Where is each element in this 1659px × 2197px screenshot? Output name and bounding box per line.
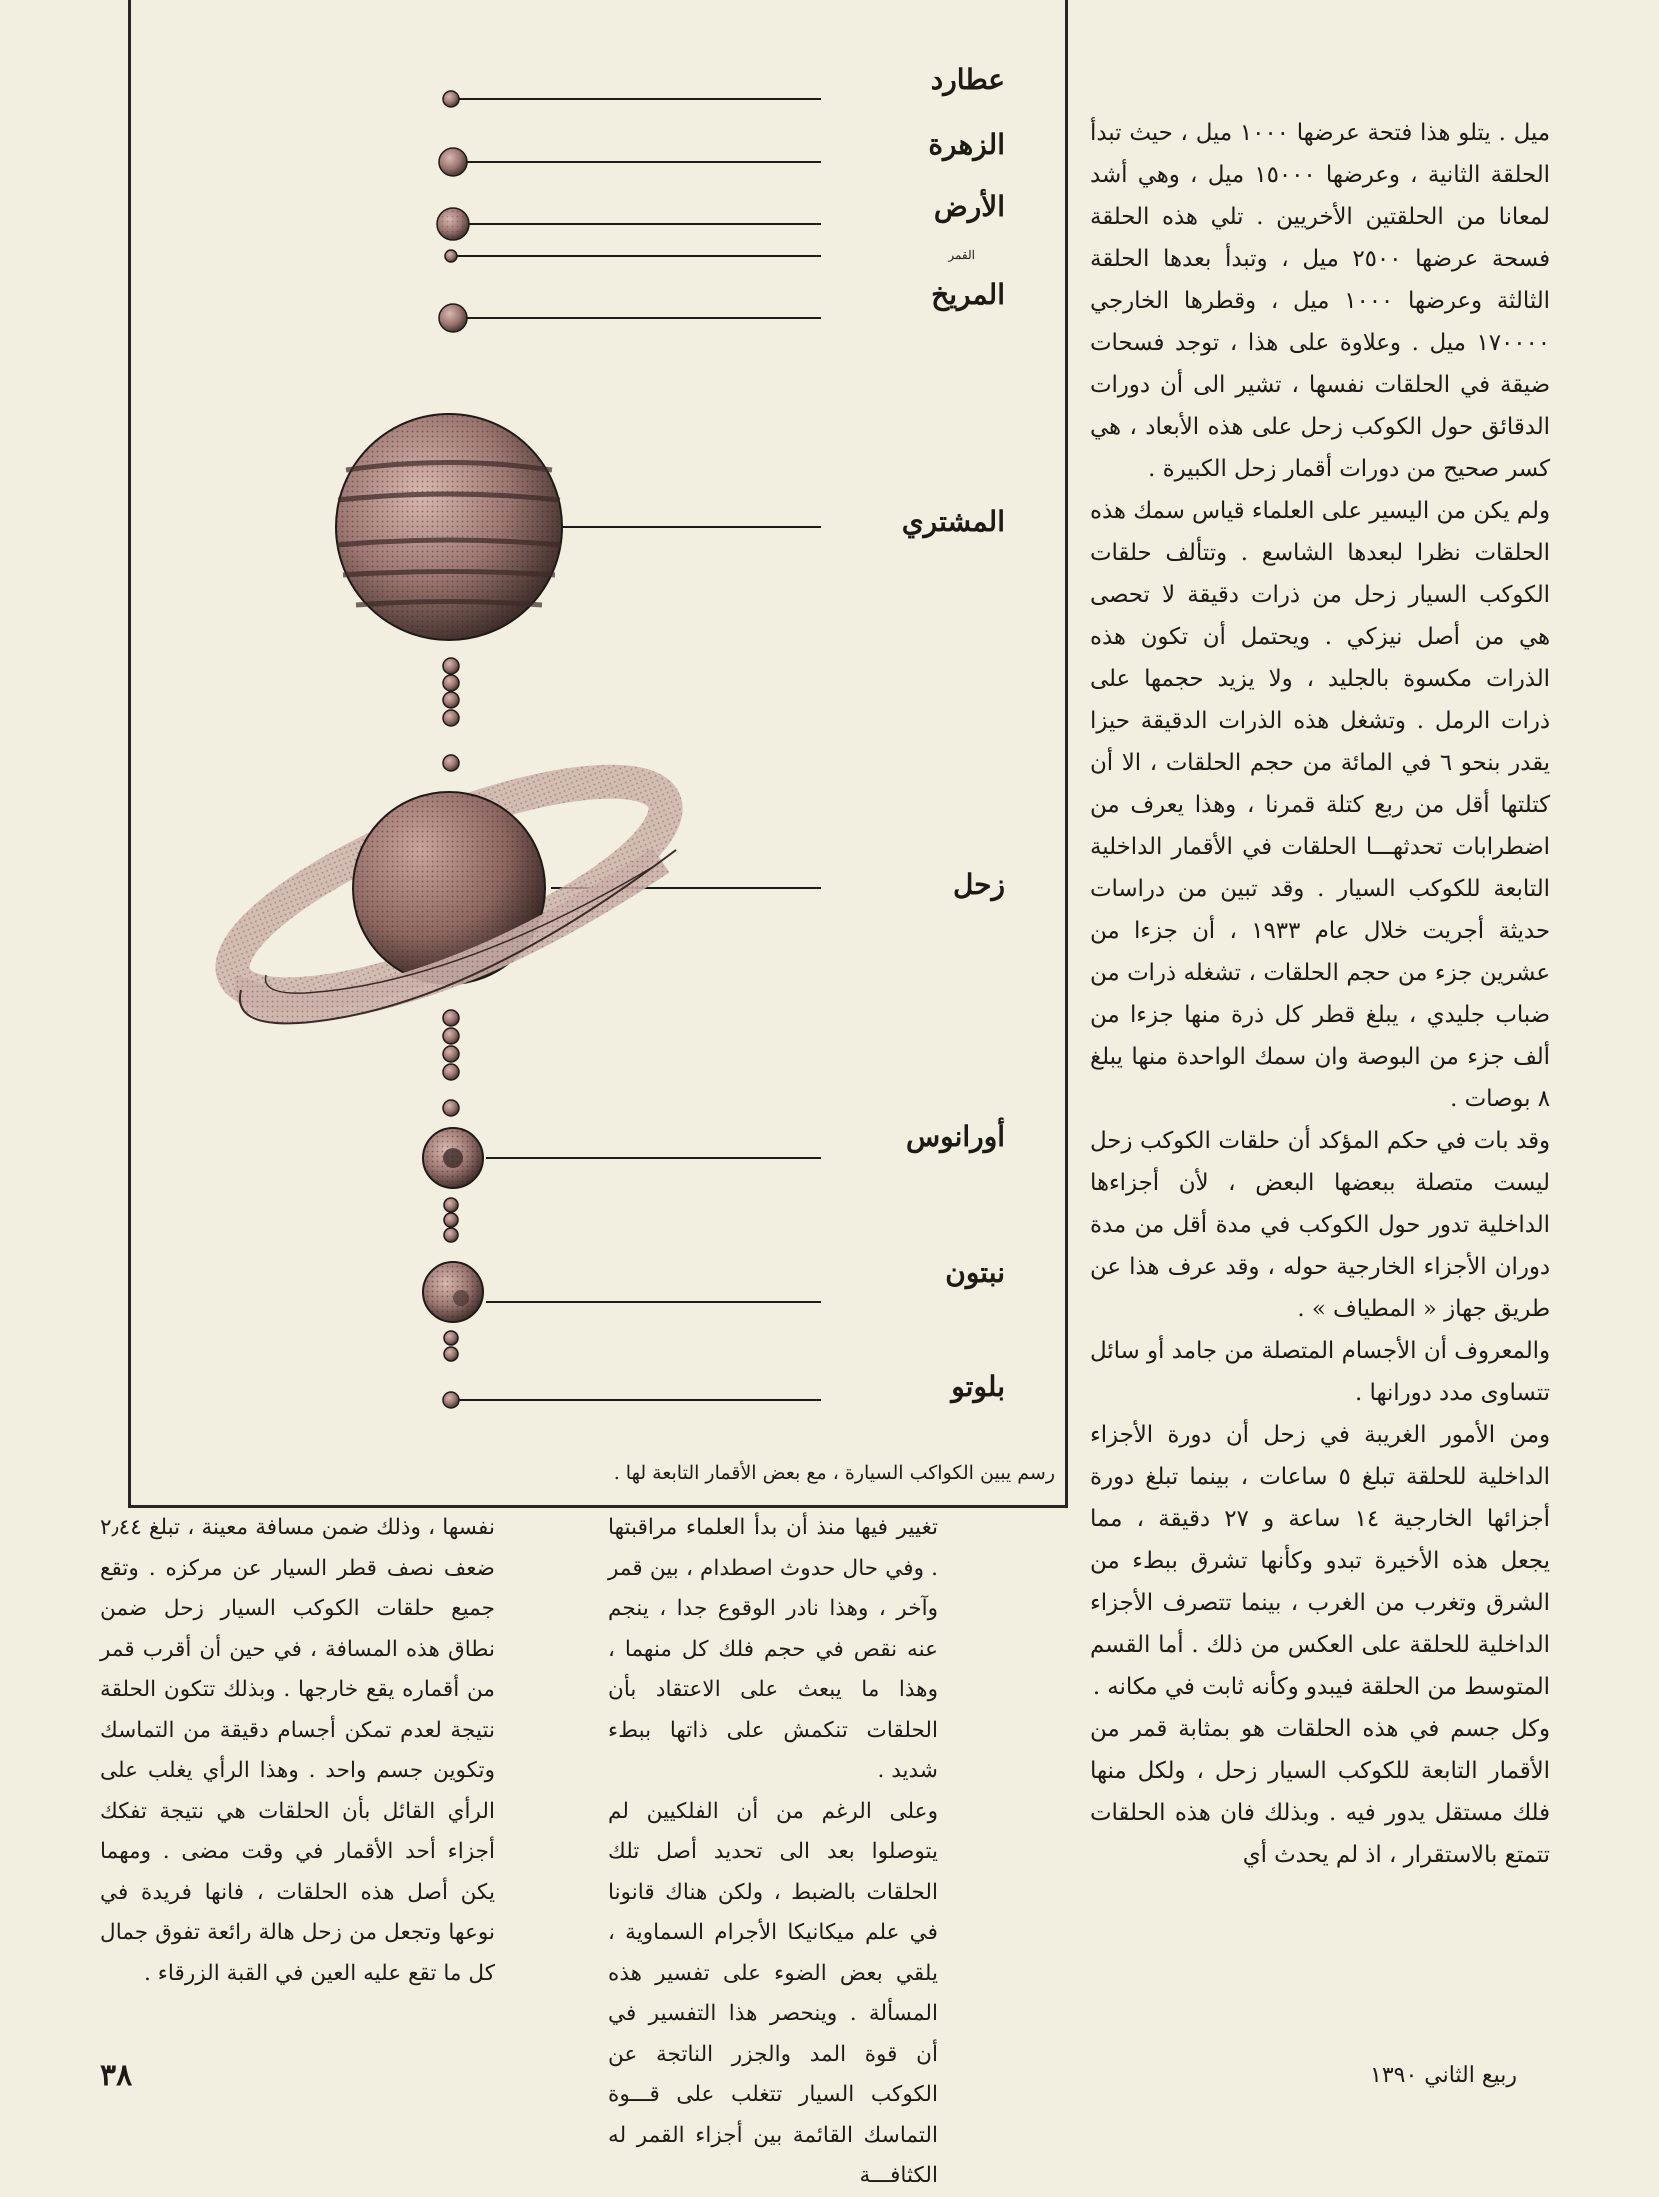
label-pluto: بلوتو bbox=[951, 1370, 1005, 1403]
uranus-planet bbox=[423, 1128, 821, 1188]
venus-planet bbox=[439, 148, 821, 176]
label-mars: المريخ bbox=[931, 278, 1005, 311]
mercury-planet bbox=[443, 91, 821, 107]
right-text-column bbox=[1090, 112, 1550, 1876]
label-venus: الزهرة bbox=[928, 128, 1005, 161]
label-jupiter: المشتري bbox=[901, 505, 1005, 538]
saturn-planet bbox=[209, 740, 821, 1036]
paragraph: نفسها ، وذلك ضمن مسافة معينة ، تبلغ ٢٫٤٤ ضعف نصف قطر السيار عن مركزه . وتقع جميع حلقات الكوكب السيار زحل ضمن نطاق هذه المسافة ، في حين أن أقرب قمر من أقماره يقع خارجها . وبذلك تتكون الحلقة نتيجة لعدم تمكن أجسام دقيقة من التماسك وتكوين جسم واحد . وهذا الرأي يغلب على الرأي القائل بأن الحلقات هي نتيجة تفكك أجزاء أحد الأقمار في وقت مضى . ومهما يكن أصل هذه الحلقات ، فانها فريدة في نوعها وتجعل من زحل هالة رائعة تفوق جمال كل ما تقع عليه العين في القبة الزرقاء . bbox=[100, 1515, 495, 1986]
paragraph: وقد بات في حكم المؤكد أن حلقات الكوكب زحل ليست متصلة ببعضها البعض ، لأن أجزاءها الداخلية تدور حول الكوكب في مدة أقل من مدة دوران الأجزاء الخارجية حوله ، وقد عرف هذا عن طريق جهاز « المطياف » . bbox=[1090, 1128, 1550, 1322]
label-earth: الأرض bbox=[933, 190, 1005, 223]
planet-diagram-figure bbox=[128, 0, 1068, 1508]
label-neptune: نبتون bbox=[945, 1256, 1005, 1289]
middle-text-column bbox=[608, 1508, 938, 2197]
label-uranus: أورانوس bbox=[905, 1120, 1005, 1153]
earth-planet bbox=[437, 208, 821, 240]
paragraph: ومن الأمور الغريبة في زحل أن دورة الأجزاء الداخلية للحلقة تبلغ ٥ ساعات ، بينما تبلغ دورة أجزائها الخارجية ١٤ ساعة و ٢٧ دقيقة ، مما يجعل هذه الأخيرة تبدو وكأنها تشرق ببطء من الشرق وتغرب من الغرب ، بينما تتصرف الأجزاء الداخلية للحلقة على العكس من ذلك . أما القسم المتوسط من الحلقة فيبدو وكأنه ثابت في مكانه . bbox=[1090, 1422, 1550, 1700]
label-moon: القمر bbox=[948, 248, 975, 262]
neptune-moons bbox=[444, 1331, 458, 1361]
issue-date: ربيع الثاني ١٣٩٠ bbox=[1370, 2063, 1517, 2088]
label-mercury: عطارد bbox=[930, 63, 1005, 96]
page-number: ٣٨ bbox=[100, 2058, 133, 2093]
paragraph: وكل جسم في هذه الحلقات هو بمثابة قمر من الأقمار التابعة للكوكب السيار زحل ، ولكل منها فلك مستقل يدور فيه . وبذلك فان هذه الحلقات تتمتع بالاستقرار ، اذ لم يحدث أي bbox=[1090, 1716, 1550, 1868]
pluto-planet bbox=[443, 1392, 821, 1408]
planet-diagram bbox=[131, 0, 1065, 1460]
paragraph: والمعروف أن الأجسام المتصلة من جامد أو سائل تتساوى مدد دورانها . bbox=[1090, 1338, 1550, 1406]
uranus-moons bbox=[444, 1198, 458, 1242]
paragraph: ولم يكن من اليسير على العلماء قياس سمك هذه الحلقات نظرا لبعدها الشاسع . وتتألف حلقات الكوكب السيار زحل من ذرات دقيقة لا تحصى هي من أصل نيزكي . ويحتمل أن تكون هذه الذرات مكسوة بالجليد ، ولا يزيد حجمها على ذرات الرمل . وتشغل هذه الذرات الدقيقة حيزا يقدر بنحو ٦ في المائة من حجم الحلقات ، الا أن كتلتها أقل من ربع كتلة قمرنا ، وهذا يعرف من اضطرابات تحدثهـــا الحلقات في الأقمار الداخلية التابعة للكوكب السيار . وقد تبين من دراسات حديثة أجريت خلال عام ١٩٣٣ ، أن جزءا من عشرين جزء من حجم الحلقات ، تشغله ذرات من ضباب جليدي ، يبلغ قطر كل ذرة منها جزءا من ألف جزء من البوصة وان سمك الواحدة منها يبلغ ٨ بوصات . bbox=[1090, 498, 1550, 1112]
label-saturn: زحل bbox=[952, 868, 1005, 901]
jupiter-moons bbox=[443, 658, 459, 771]
jupiter-planet bbox=[336, 414, 821, 640]
saturn-moons bbox=[443, 1010, 459, 1116]
figure-caption: رسم يبين الكواكب السيارة ، مع بعض الأقمار التابعة لها . bbox=[613, 1462, 1055, 1484]
paragraph: ميل . يتلو هذا فتحة عرضها ١٠٠٠ ميل ، حيث تبدأ الحلقة الثانية ، وعرضها ١٥٠٠٠ ميل ، وهي أشد لمعانا من الحلقتين الأخريين . تلي هذه الحلقة فسحة عرضها ٢٥٠٠ ميل ، وتبدأ بعدها الحلقة الثالثة وعرضها ١٠٠٠ ميل ، وقطرها الخارجي ١٧٠٠٠٠ ميل . وعلاوة على هذا ، توجد فسحات ضيقة في الحلقات نفسها ، تشير الى أن دورات الدقائق حول الكوكب زحل على هذه الأبعاد ، هي كسر صحيح من دورات أقمار زحل الكبيرة . bbox=[1090, 120, 1550, 482]
moon-body bbox=[445, 250, 821, 262]
neptune-planet bbox=[423, 1262, 821, 1322]
paragraph: وعلى الرغم من أن الفلكيين لم يتوصلوا بعد الى تحديد أصل تلك الحلقات بالضبط ، ولكن هناك قانونا في علم ميكانيكا الأجرام السماوية ، يلقي بعض الضوء على تفسير هذه المسألة . وينحصر هذا التفسير في أن قوة المد والجزر الناتجة عن الكوكب السيار تتغلب على قـــوة التماسك القائمة بين أجزاء القمر له الكثافـــة bbox=[608, 1798, 938, 2188]
paragraph: تغيير فيها منذ أن بدأ العلماء مراقبتها . وفي حال حدوث اصطدام ، بين قمر وآخر ، وهذا نادر الوقوع جدا ، ينجم عنه نقص في حجم فلك كل منهما ، وهذا ما يبعث على الاعتقاد بأن الحلقات تنكمش على ذاتها ببطء شديد . bbox=[608, 1515, 938, 1783]
mars-planet bbox=[439, 304, 821, 332]
left-text-column bbox=[100, 1508, 495, 1994]
